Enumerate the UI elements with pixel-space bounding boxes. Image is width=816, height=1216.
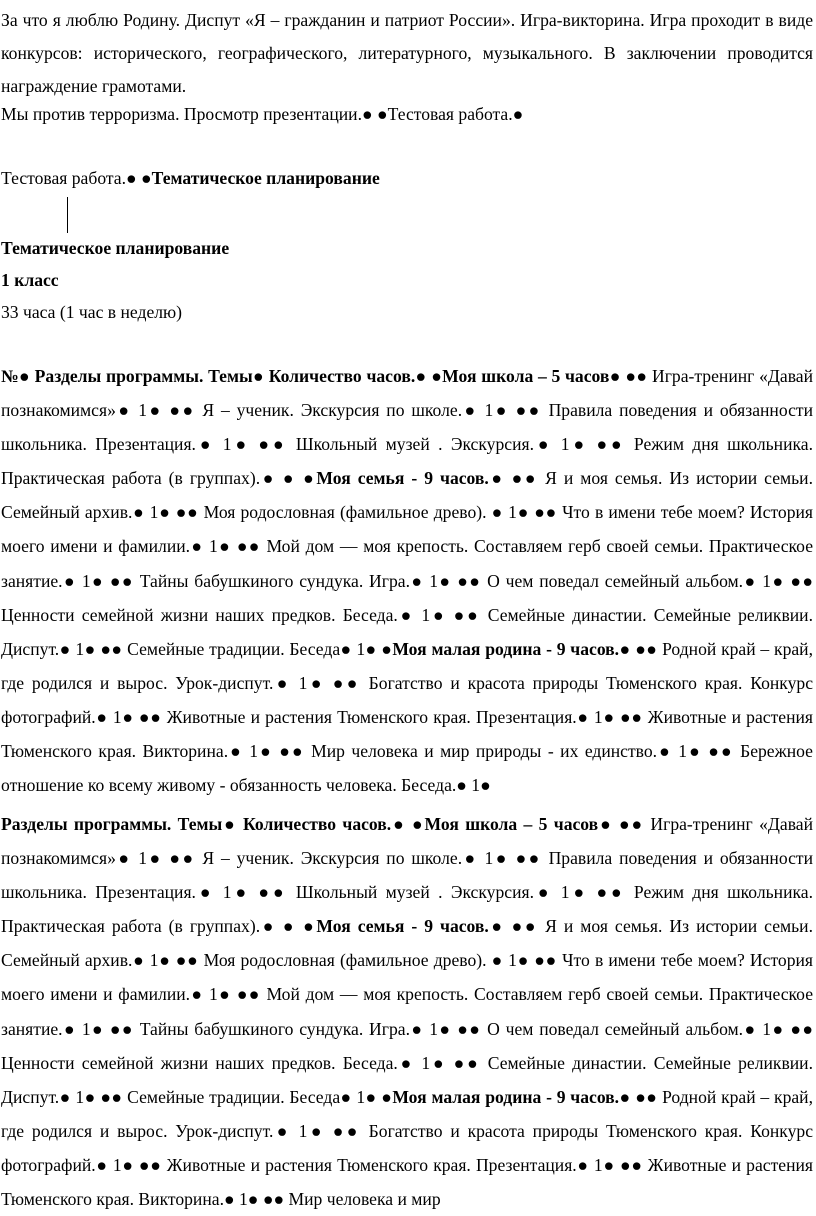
planning-heading: Тематическое планирование: [1, 238, 230, 258]
test-work-line: [1, 162, 813, 195]
table1-content: №● Разделы программы. Темы● Количество часов.● ●Моя школа – 5 часов● ●● Игра-тренинг «Давай познакомимся»● 1● ●● Я – ученик. Экскурсия по школе.● 1● ●● Правила поведения и обязанности школьника. Презентация.● 1● ●● Школьный музей . Экскурсия.● 1● ●● Режим дня школьника. Практическая работа (в группах).● ● ●Моя семья - 9 часов.● ●● Я и моя семья. Из истории семьи. Семейный архив.● 1● ●● Моя родословная (фамильное древо). ● 1● ●● Что в имени тебе моем? История моего имени и фамилии.● 1● ●● Мой дом — моя крепость. Составляем герб своей семьи. Практическое занятие.● 1● ●● Тайны бабушкиного сундука. Игра.● 1● ●● О чем поведал семейный альбом.● 1● ●● Ценности семейной жизни наших предков. Беседа.● 1● ●● Семейные династии. Семейные реликвии. Диспут.● 1● ●● Семейные традиции. Беседа● 1● ●Моя малая родина - 9 часов.● ●● Родной край – край, где родился и вырос. Урок-диспут.● 1● ●● Богатство и красота природы Тюменского края. Конкурс фотографий.● 1● ●● Животные и растения Тюменского края. Презентация.● 1● ●● Животные и растения Тюменского края. Викторина.● 1● ●● Мир человека и мир природы - их единство.● 1● ●● Бережное отношение ко всему живому - обязанность человека. Беседа.● 1●: [1, 366, 813, 796]
intro-paragraph: За что я люблю Родину. Диспут «Я – гражданин и патриот России». Игра-викторина. Игра проходит в виде конкурсов: исторического, географического, литературного, музыкального. В заключении проводится награждение грамотами.: [1, 10, 813, 96]
table2-content: Разделы программы. Темы● Количество часов.● ●Моя школа – 5 часов● ●● Игра-тренинг «Давай познакомимся»● 1● ●● Я – ученик. Экскурсия по школе.● 1● ●● Правила поведения и обязанности школьника. Презентация.● 1● ●● Школьный музей . Экскурсия.● 1● ●● Режим дня школьника. Практическая работа (в группах).● ● ●Моя семья - 9 часов.● ●● Я и моя семья. Из истории семьи. Семейный архив.● 1● ●● Моя родословная (фамильное древо). ● 1● ●● Что в имени тебе моем? История моего имени и фамилии.● 1● ●● Мой дом — моя крепость. Составляем герб своей семьи. Практическое занятие.● 1● ●● Тайны бабушкиного сундука. Игра.● 1● ●● О чем поведал семейный альбом.● 1● ●● Ценности семейной жизни наших предков. Беседа.● 1● ●● Семейные династии. Семейные реликвии. Диспут.● 1● ●● Семейные традиции. Беседа● 1● ●Моя малая родина - 9 часов.● ●● Родной край – край, где родился и вырос. Урок-диспут.● 1● ●● Богатство и красота природы Тюменского края. Конкурс фотографий.● 1● ●● Животные и растения Тюменского края. Презентация.● 1● ●● Животные и растения Тюменского края. Викторина.● 1● ●● Мир человека и мир: [1, 814, 813, 1210]
table-border-line: [67, 197, 68, 233]
test-work-text: Тестовая работа.● ●: [1, 168, 152, 188]
test-work-bold: Тематическое планирование: [151, 168, 380, 188]
hours-label: 33 часа (1 час в неделю): [1, 302, 183, 322]
grade-label: 1 класс: [1, 270, 59, 290]
terrorism-paragraph: Мы против терроризма. Просмотр презентации.● ●Тестовая работа.●: [1, 104, 524, 124]
